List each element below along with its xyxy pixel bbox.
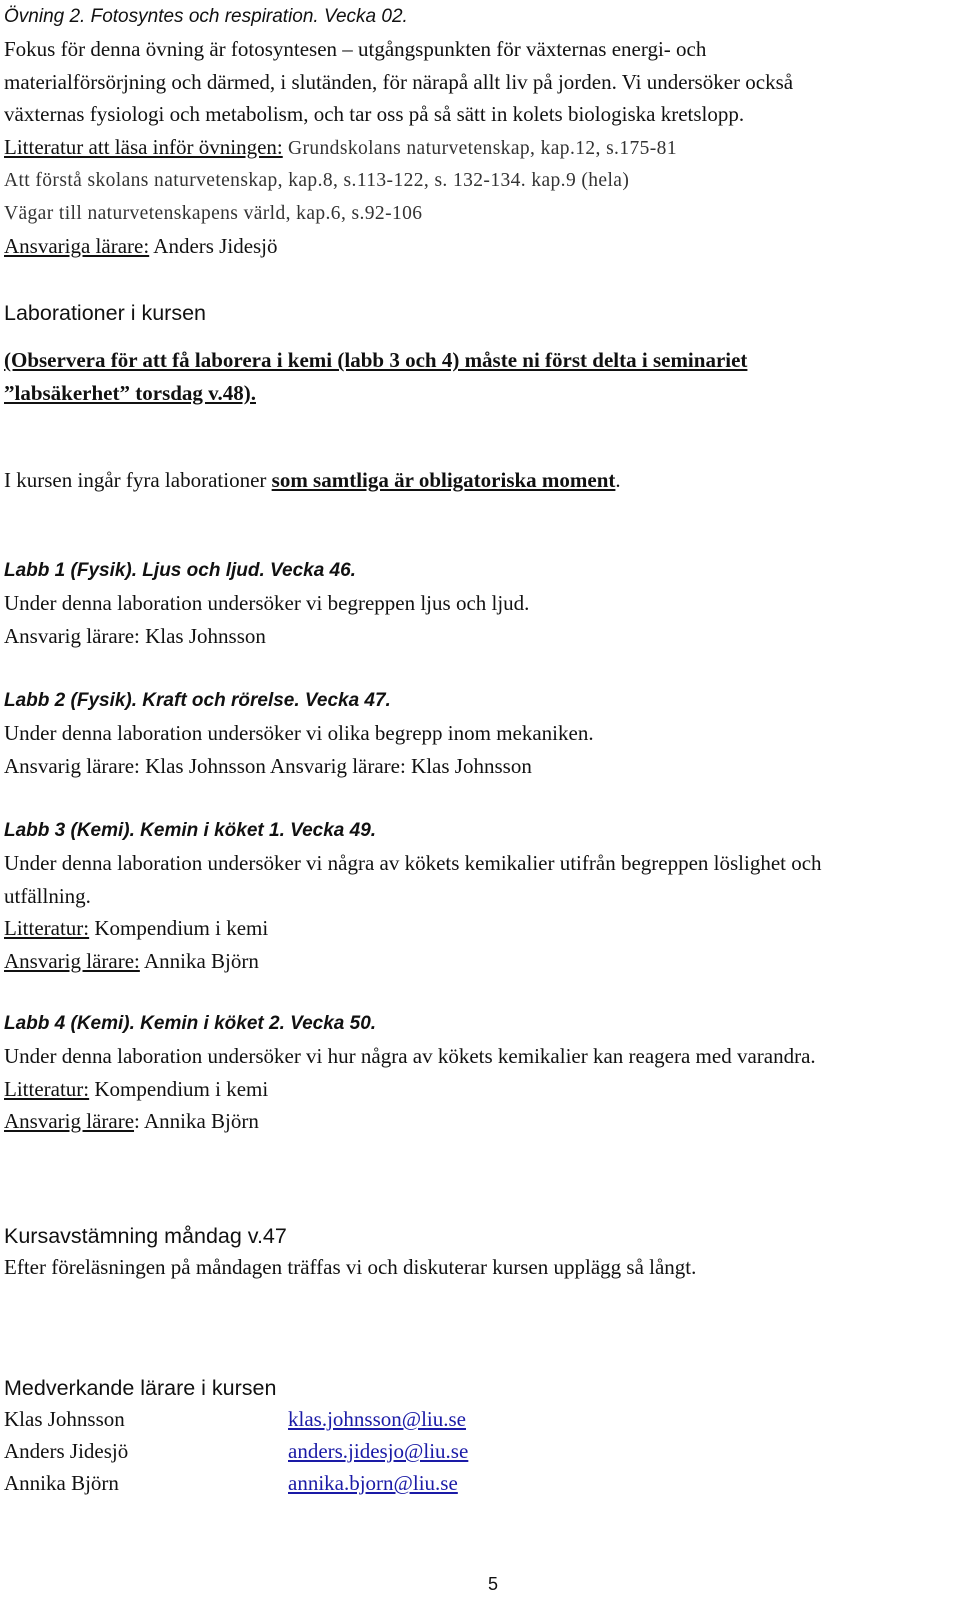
exercise-heading: Övning 2. Fotosyntes och respiration. Vecka 02. <box>4 6 408 27</box>
lab-block <box>4 555 954 652</box>
lab-responsible <box>4 1105 954 1138</box>
teachers-heading: Medverkande lärare i kursen <box>4 1376 277 1400</box>
intro-line: växternas fysiologi och metabolism, och tar oss på så sätt in kolets biologiska kretslopp. <box>4 102 745 126</box>
lab-block <box>4 1008 954 1138</box>
literature-value: Kompendium i kemi <box>89 1076 269 1101</box>
literature-label: Litteratur att läsa inför övningen: <box>4 134 283 159</box>
responsible-line <box>4 230 954 263</box>
literature-value: Kompendium i kemi <box>89 916 269 940</box>
responsible-value: Anders Jidesjö <box>153 234 278 258</box>
checkin-section <box>4 1221 954 1284</box>
checkin-heading: Kursavstämning måndag v.47 <box>4 1224 287 1248</box>
mandatory-suffix: . <box>615 468 621 492</box>
exercise-section <box>4 1 954 263</box>
lab-description: Under denna laboration undersöker vi hur några av kökets kemikalier kan reagera med varandra. <box>4 1044 816 1068</box>
intro-line: materialförsörjning och därmed, i slutänden, för närapå allt liv på jorden. Vi undersöker också <box>4 69 794 94</box>
teacher-name: Anders Jidesjö <box>4 1439 129 1463</box>
mandatory-emphasis: som samtliga är obligatoriska moment <box>271 468 616 492</box>
lab-block <box>4 685 954 782</box>
notice-line: ”labsäkerhet” torsdag v.48). <box>4 380 256 405</box>
teacher-name: Klas Johnsson <box>4 1407 125 1431</box>
notice <box>4 344 954 409</box>
lab-description: Under denna laboration undersöker vi begreppen ljus och ljud. <box>4 591 530 615</box>
lab-description: Under denna laboration undersöker vi olika begrepp inom mekaniken. <box>4 721 594 745</box>
checkin-text: Efter föreläsningen på måndagen träffas vi och diskuterar kursen upplägg så långt. <box>4 1255 697 1279</box>
labs-heading: Laborationer i kursen <box>4 301 206 325</box>
lab-description: Under denna laboration undersöker vi några av kökets kemikalier utifrån begreppen löslighet och <box>4 851 822 875</box>
lab-title: Labb 1 (Fysik). Ljus och ljud. Vecka 46. <box>4 560 356 581</box>
teacher-row <box>4 1435 954 1467</box>
teachers-section <box>4 1373 954 1499</box>
responsible-label: Ansvariga lärare: <box>4 234 150 258</box>
mandatory-line <box>4 464 954 497</box>
intro-line: Fokus för denna övning är fotosyntesen – utgångspunkten för växternas energi- och <box>4 37 707 61</box>
responsible-label: Ansvarig lärare <box>4 1109 135 1133</box>
teacher-row <box>4 1467 954 1499</box>
mandatory-prefix: I kursen ingår fyra laborationer <box>4 468 272 492</box>
teacher-email-link[interactable]: annika.bjorn@liu.se <box>288 1471 458 1495</box>
teacher-email-link[interactable]: anders.jidesjo@liu.se <box>288 1439 469 1463</box>
lab-responsible: Ansvarig lärare: Klas Johnsson <box>4 623 266 648</box>
teacher-row <box>4 1403 954 1435</box>
lab-responsible <box>4 945 954 978</box>
lab-literature <box>4 1073 954 1106</box>
teacher-email-link[interactable]: klas.johnsson@liu.se <box>288 1407 467 1431</box>
literature-label: Litteratur: <box>4 1076 90 1101</box>
literature-ref: Att förstå skolans naturvetenskap, kap.8, s.113-122, s. 132-134. kap.9 (hela) <box>4 170 630 191</box>
lab-title: Labb 3 (Kemi). Kemin i köket 1. Vecka 49. <box>4 820 377 841</box>
responsible-label: Ansvarig lärare: <box>4 948 140 973</box>
literature-ref: Grundskolans naturvetenskap, kap.12, s.175-81 <box>288 137 677 159</box>
literature-ref: Vägar till naturvetenskapens värld, kap.6, s.92-106 <box>4 202 423 224</box>
lab-description: utfällning. <box>4 883 91 908</box>
page-number: 5 <box>488 1574 499 1594</box>
lab-literature <box>4 912 954 945</box>
responsible-value: Annika Björn <box>139 948 259 973</box>
literature-label: Litteratur: <box>4 916 90 940</box>
teacher-name: Annika Björn <box>4 1471 119 1495</box>
responsible-value: : Annika Björn <box>134 1109 259 1133</box>
lab-responsible: Ansvarig lärare: Klas Johnsson Ansvarig lärare: Klas Johnsson <box>4 753 532 778</box>
lab-title: Labb 4 (Kemi). Kemin i köket 2. Vecka 50. <box>4 1013 377 1034</box>
teachers-list <box>4 1403 954 1499</box>
lab-title: Labb 2 (Fysik). Kraft och rörelse. Vecka 47. <box>4 690 391 711</box>
lab-block <box>4 815 954 977</box>
notice-line: (Observera för att få laborera i kemi (labb 3 och 4) måste ni först delta i seminariet <box>4 348 748 372</box>
literature-line <box>4 131 954 166</box>
